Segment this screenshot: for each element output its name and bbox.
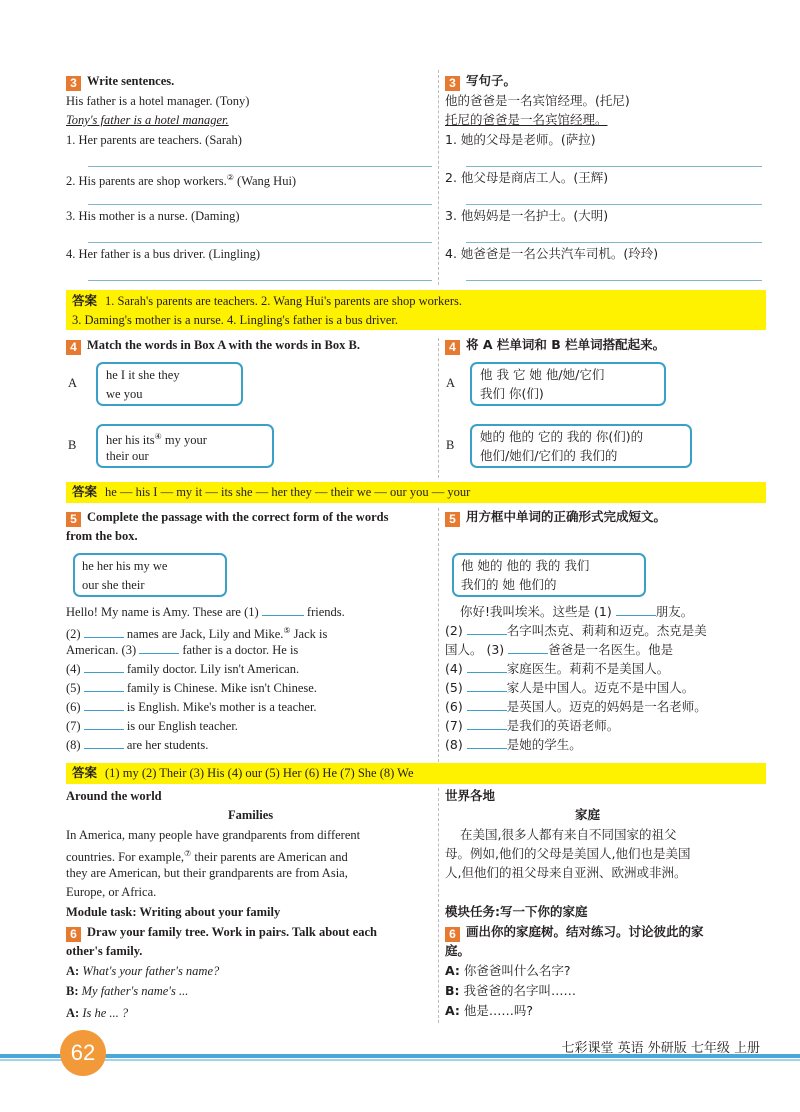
column-divider (438, 338, 439, 478)
blank-8[interactable] (84, 737, 124, 749)
exercise-item-en: 2. His parents are shop workers.② (Wang Hui) (66, 173, 297, 188)
passage-line-en: American. (3) father is a doctor. He is (66, 643, 299, 657)
footer-band-light (0, 1059, 800, 1061)
word-box-b-en: her his its④ my your their our (96, 424, 274, 468)
example-sentence-zh: 他的爸爸是一名宾馆经理。(托尼) (445, 93, 630, 108)
dialog-line-en: A: Is he ... ? (66, 1006, 129, 1020)
word-box-a-zh: 他 我 它 她 他/她/它们 我们 你(们) (470, 362, 666, 406)
passage-line-en: (2) names are Jack, Lily and Mike.⑤ Jack is (66, 626, 328, 641)
answer-line[interactable] (466, 242, 762, 243)
section-5-title-en: 5 Complete the passage with the correct form of the words (66, 508, 388, 526)
passage-line-en: (8) are her students. (66, 738, 209, 752)
passage-line-zh: (2) 名字叫杰克、莉莉和迈克。杰克是美 (445, 623, 707, 638)
passage-line-en: (7) is our English teacher. (66, 719, 238, 733)
blank-1[interactable] (262, 604, 304, 616)
blank-6[interactable] (84, 699, 124, 711)
section-number: 6 (445, 927, 460, 942)
article-line-zh: 在美国,很多人都有来自不同国家的祖父 (460, 827, 677, 842)
blank-5-zh[interactable] (467, 680, 507, 692)
box-label-b: B (68, 438, 77, 452)
exercise-item-zh: 2. 他父母是商店工人。(王辉) (445, 170, 609, 185)
blank-1-zh[interactable] (616, 604, 656, 616)
passage-line-zh: (7) 是我们的英语老师。 (445, 718, 620, 733)
blank-2-zh[interactable] (467, 623, 507, 635)
dialog-line-zh: A: 你爸爸叫什么名字? (445, 963, 571, 978)
answer-text: 答案 1. Sarah's parents are teachers. 2. Wang Hui's parents are shop workers. (72, 293, 462, 308)
answer-line[interactable] (88, 242, 432, 243)
section-4-title-en: 4 Match the words in Box A with the words in Box B. (66, 336, 360, 354)
word-box-b-zh: 她的 他的 它的 我的 你(们)的 他们/她们/它们的 我们的 (470, 424, 692, 468)
article-line-zh: 母。例如,他们的父母是美国人,他们也是美国 (445, 846, 691, 861)
article-line-en: Europe, or Africa. (66, 885, 157, 899)
section-number: 4 (66, 340, 81, 355)
blank-2[interactable] (84, 626, 124, 638)
section-3-title-zh: 3 写句子。 (445, 72, 516, 90)
answer-text: 答案 he — his I — my it — its she — her they — their we — our you — your (72, 484, 471, 499)
answer-line[interactable] (88, 280, 432, 281)
article-line-en: In America, many people have grandparents from different (66, 828, 361, 842)
passage-line-en: (5) family is Chinese. Mike isn't Chinese. (66, 681, 317, 695)
exercise-item-en: 4. Her father is a bus driver. (Lingling) (66, 247, 261, 261)
column-divider (438, 788, 439, 1023)
article-line-en: countries. For example,⑦ their parents are American and (66, 849, 348, 864)
dialog-line-en: B: My father's name's ... (66, 984, 189, 998)
families-title-zh: 家庭 (575, 807, 601, 822)
blank-4-zh[interactable] (467, 661, 507, 673)
word-box-en: he her his my we our she their (73, 553, 227, 597)
blank-3-zh[interactable] (508, 642, 548, 654)
passage-line-zh: (4) 家庭医生。莉莉不是美国人。 (445, 661, 670, 676)
exercise-item-zh: 3. 他妈妈是一名护士。(大明) (445, 208, 609, 223)
model-answer-en: Tony's father is a hotel manager. (66, 113, 229, 127)
answer-line[interactable] (466, 280, 762, 281)
word-box-zh: 他 她的 他的 我的 我们 我们的 她 他们的 (452, 553, 646, 597)
section-number: 5 (66, 512, 81, 527)
section-6-title-zh: 6 画出你的家庭树。结对练习。讨论彼此的家 (445, 923, 704, 941)
section-3-title-en: 3 Write sentences. (66, 72, 174, 90)
section-number: 3 (445, 76, 460, 91)
article-line-en: they are American, but their grandparents are from Asia, (66, 866, 348, 880)
answer-line[interactable] (466, 204, 762, 205)
passage-line-zh: 你好!我叫埃米。这些是 (1) 朋友。 (460, 604, 694, 619)
dialog-line-zh: A: 他是……吗? (445, 1003, 534, 1018)
word-box-a-en: he I it she they we you (96, 362, 243, 406)
answer-text: 3. Daming's mother is a nurse. 4. Lingling's father is a bus driver. (72, 313, 398, 327)
exercise-item-zh: 1. 她的父母是老师。(萨拉) (445, 132, 596, 147)
answer-line[interactable] (466, 166, 762, 167)
book-title-footer: 七彩课堂 英语 外研版 七年级 上册 (561, 1041, 760, 1056)
answer-bar (66, 482, 766, 503)
section-5-title-en-cont: from the box. (66, 529, 138, 543)
families-title-en: Families (228, 808, 274, 822)
example-sentence-en: His father is a hotel manager. (Tony) (66, 94, 250, 108)
dialog-line-en: A: What's your father's name? (66, 964, 220, 978)
passage-line-zh: (8) 是她的学生。 (445, 737, 582, 752)
article-line-zh: 人,但他们的祖父母来自亚洲、欧洲或非洲。 (445, 865, 687, 880)
passage-line-zh: 国人。 (3) 爸爸是一名医生。他是 (445, 642, 674, 657)
answer-line[interactable] (88, 204, 432, 205)
page-number: 62 (60, 1030, 106, 1076)
passage-line-en: (6) is English. Mike's mother is a teacher. (66, 700, 317, 714)
blank-6-zh[interactable] (467, 699, 507, 711)
section-6-title-en-cont: other's family. (66, 944, 143, 958)
section-6-title-zh-cont: 庭。 (445, 943, 471, 958)
blank-3[interactable] (139, 642, 179, 654)
answer-line[interactable] (88, 166, 432, 167)
blank-7-zh[interactable] (467, 718, 507, 730)
exercise-item-en: 1. Her parents are teachers. (Sarah) (66, 133, 242, 147)
column-divider (438, 70, 439, 285)
model-answer-zh: 托尼的爸爸是一名宾馆经理。 (445, 112, 608, 127)
box-label-a: A (446, 376, 456, 390)
around-world-heading-en: Around the world (66, 789, 162, 803)
box-label-b: B (446, 438, 455, 452)
blank-7[interactable] (84, 718, 124, 730)
module-task-title-zh: 模块任务:写一下你的家庭 (445, 904, 588, 919)
section-4-title-zh: 4 将 A 栏单词和 B 栏单词搭配起来。 (445, 336, 665, 354)
around-world-heading-zh: 世界各地 (445, 788, 496, 803)
exercise-item-zh: 4. 她爸爸是一名公共汽车司机。(玲玲) (445, 246, 659, 261)
section-6-title-en: 6 Draw your family tree. Work in pairs. Talk about each (66, 923, 377, 941)
passage-line-en: Hello! My name is Amy. These are (1) friends. (66, 605, 345, 619)
blank-4[interactable] (84, 661, 124, 673)
passage-line-zh: (6) 是英国人。迈克的妈妈是一名老师。 (445, 699, 707, 714)
passage-line-en: (4) family doctor. Lily isn't American. (66, 662, 300, 676)
passage-line-zh: (5) 家人是中国人。迈克不是中国人。 (445, 680, 695, 695)
section-number: 5 (445, 512, 460, 527)
answer-bar (66, 290, 766, 330)
section-number: 3 (66, 76, 81, 91)
dialog-line-zh: B: 我爸爸的名字叫…… (445, 983, 577, 998)
section-number: 6 (66, 927, 81, 942)
exercise-item-en: 3. His mother is a nurse. (Daming) (66, 209, 240, 223)
blank-5[interactable] (84, 680, 124, 692)
box-label-a: A (68, 376, 78, 390)
answer-text: 答案 (1) my (2) Their (3) His (4) our (5) Her (6) He (7) She (8) We (72, 765, 414, 780)
module-task-title-en: Module task: Writing about your family (66, 905, 281, 919)
answer-bar (66, 763, 766, 784)
section-number: 4 (445, 340, 460, 355)
blank-8-zh[interactable] (467, 737, 507, 749)
column-divider (438, 508, 439, 762)
section-5-title-zh: 5 用方框中单词的正确形式完成短文。 (445, 508, 666, 526)
